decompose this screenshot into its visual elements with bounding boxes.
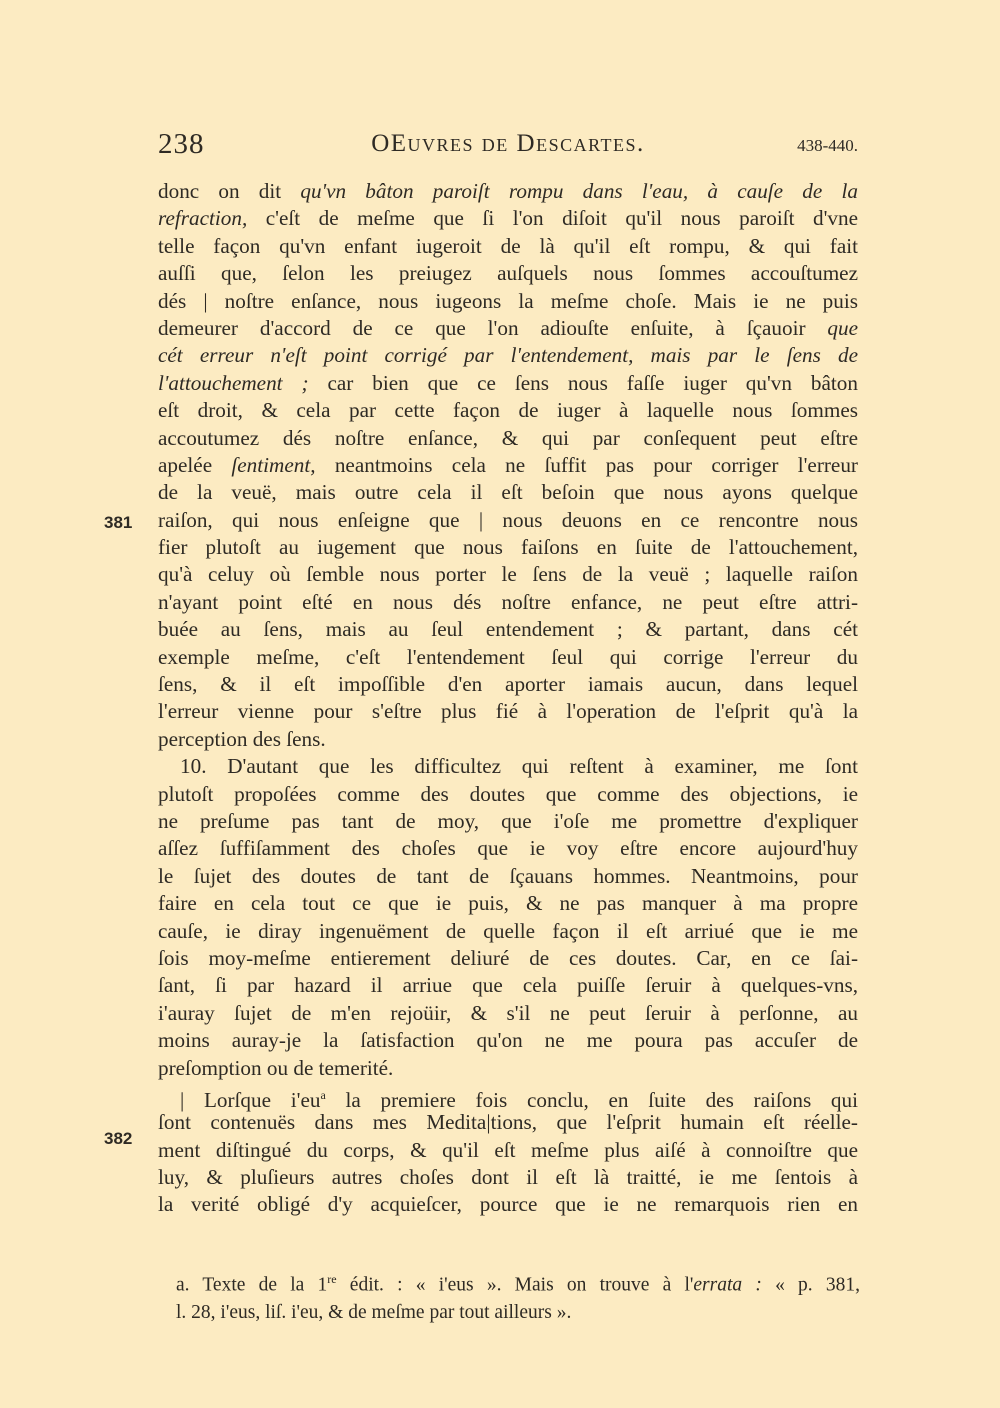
text-line: raiſon, qui nous enſeigne que | nous deuons en ce rencontre nous [158,507,858,532]
text-line: ſens, & il eſt impoſſible d'en aporter iamais aucun, dans lequel [158,672,858,697]
text-line: auſſi que, ſelon les preiugez auſquels nous ſommes accouſtumez [158,261,858,286]
text-line: faire en cela tout ce que ie puis, & ne pas manquer à ma propre [158,891,858,916]
footnote [176,1266,860,1326]
footnote-line: a. Texte de la 1re édit. : « i'eus ». Mais on trouve à l'errata : « p. 381, [176,1272,860,1296]
text-line: dés | noſtre enſance, nous iugeons la meſme choſe. Mais ie ne puis [158,288,858,313]
text-line: l'attouchement ; car bien que ce ſens nous faſſe iuger qu'vn bâton [158,370,858,395]
text-line: i'auray ſujet de m'en rejoüir, & s'il ne peut ſeruir à perſonne, au [158,1000,858,1025]
text-line: fier plutoſt au iugement que nous faiſons en ſuite de l'attouchement, [158,535,858,560]
text-line: de la veuë, mais outre cela il eſt beſoin que nous ayons quelque [158,480,858,505]
text-line: la verité obligé d'y acquieſcer, pource que ie ne remarquois rien en [158,1192,858,1217]
text-line: moins auray-je la ſatisfaction qu'on ne me poura pas accuſer de [158,1028,858,1053]
text-line: ne preſume pas tant de moy, que i'oſe me promettre d'expliquer [158,808,858,833]
text-line: cauſe, ie diray ingenuëment de quelle façon il eſt arriué que ie me [158,918,858,943]
text-line: qu'à celuy où ſemble nous porter le ſens de la veuë ; laquelle raiſon [158,562,858,587]
text-line: 10. D'autant que les difficultez qui reſtent à examiner, me ſont [180,754,858,779]
text-line: apelée ſentiment, neantmoins cela ne ſuffit pas pour corriger l'erreur [158,452,858,477]
text-line: cét erreur n'eſt point corrigé par l'entendement, mais par le ſens de [158,343,858,368]
page-number: 238 [158,128,205,160]
footnote-line: l. 28, i'eus, liſ. i'eu, & de meſme par tout ailleurs ». [176,1301,572,1323]
text-line: plutoſt propoſées comme des doutes que comme des objections, ie [158,781,858,806]
text-line: ſant, ſi par hazard il arriue que cela puiſſe ſeruir à quelques-vns, [158,973,858,998]
text-line: | Lorſque $i'eu^a$ la premiere fois conclu, en ſuite des raiſons qui [180,1087,858,1112]
footnote-marker: a [320,1087,326,1102]
text-line: l'erreur vienne pour s'eſtre plus fié à l'operation de l'eſprit qu'à la [158,699,858,724]
margin-note-382: 382 [104,1129,133,1148]
running-header [158,128,858,164]
text-line: le ſujet des doutes de tant de ſçauans hommes. Neantmoins, pour [158,863,858,888]
text-line: aſſez ſuffiſamment des choſes que ie voy eſtre encore aujourd'huy [158,836,858,861]
text-line: luy, & pluſieurs autres choſes dont il eſt là traitté, ie me ſentois à [158,1165,858,1190]
text-line: demeurer d'accord de ce que l'on adiouſte enſuite, à ſçauoir que [158,315,858,340]
main-text [158,178,858,1219]
page-reference: 438-440. [797,136,858,155]
text-line: ſois moy-meſme entierement deliuré de ces doutes. Car, en ce ſai- [158,945,858,970]
running-title: OEuvres de Descartes. [371,130,645,157]
text-line: preſomption ou de temerité. [158,1055,394,1080]
text-line: eſt droit, & cela par cette façon de iuger à laquelle nous ſommes [158,398,858,423]
text-line: refraction, c'eſt de meſme que ſi l'on diſoit qu'il nous paroiſt d'vne [158,206,858,231]
text-line: exemple meſme, c'eſt l'entendement ſeul qui corrige l'erreur du [158,644,858,669]
text-line: perception des ſens. [158,726,326,751]
margin-note-381: 381 [104,513,133,532]
text-line: ment diſtingué du corps, & qu'il eſt meſme plus aiſé à connoiſtre que [158,1137,858,1162]
text-line: donc on dit qu'vn bâton paroiſt rompu dans l'eau, à cauſe de la [158,179,858,203]
text-line: accoutumez dés noſtre enſance, & qui par conſequent peut eſtre [158,425,858,450]
text-line: ſont contenuës dans mes Medita|tions, que l'eſprit humain eſt réelle- [158,1110,858,1135]
text-line: buée au ſens, mais au ſeul entendement ; & partant, dans cét [158,617,858,642]
text-line: telle façon qu'vn enfant iugeroit de là qu'il eſt rompu, & qui fait [158,233,858,258]
text-line: n'ayant point eſté en nous dés noſtre enfance, ne peut eſtre attri- [158,589,858,614]
